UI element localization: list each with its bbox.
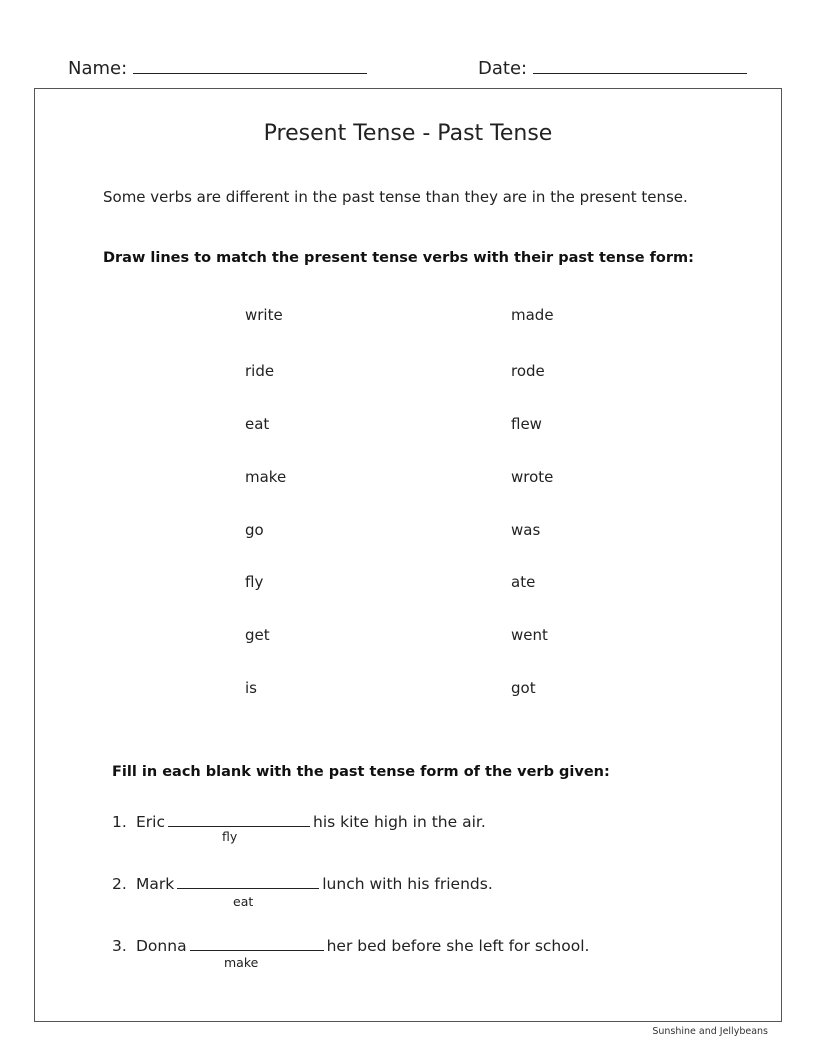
past-verb: wrote — [511, 468, 554, 486]
answer-blank[interactable] — [190, 936, 324, 951]
matching-instruction: Draw lines to match the present tense verbs with their past tense form: — [103, 250, 694, 266]
past-verb: flew — [511, 415, 542, 433]
sentence-end: her bed before she left for school. — [326, 937, 590, 955]
present-verb: eat — [245, 415, 270, 433]
date-field[interactable] — [478, 55, 747, 79]
fill-sentence-2 — [112, 874, 493, 893]
past-verb: made — [511, 306, 554, 324]
past-verb: ate — [511, 573, 536, 591]
past-verb: rode — [511, 362, 545, 380]
sentence-end: lunch with his friends. — [322, 875, 493, 893]
sentence-start: Mark — [136, 875, 175, 893]
sentence-start: Donna — [136, 937, 187, 955]
present-verb: write — [245, 306, 283, 324]
sentence-start: Eric — [136, 813, 165, 831]
date-line[interactable] — [533, 55, 747, 74]
verb-hint: make — [224, 955, 259, 970]
present-verb: is — [245, 679, 257, 697]
past-verb: was — [511, 521, 541, 539]
page-title: Present Tense - Past Tense — [263, 121, 553, 146]
past-verb: went — [511, 626, 548, 644]
fill-instruction: Fill in each blank with the past tense form of the verb given: — [112, 764, 610, 780]
item-number: 2. — [112, 875, 127, 893]
footer-credit: Sunshine and Jellybeans — [652, 1026, 768, 1037]
present-verb: go — [245, 521, 264, 539]
answer-blank[interactable] — [177, 874, 319, 889]
present-verb: make — [245, 468, 287, 486]
fill-sentence-1 — [112, 812, 486, 831]
name-field[interactable] — [68, 55, 367, 79]
intro-text: Some verbs are different in the past tense than they are in the present tense. — [103, 188, 688, 206]
verb-hint: fly — [222, 829, 238, 844]
sentence-end: his kite high in the air. — [313, 813, 486, 831]
past-verb: got — [511, 679, 536, 697]
item-number: 1. — [112, 813, 127, 831]
fill-sentence-3 — [112, 936, 589, 955]
verb-hint: eat — [233, 894, 254, 909]
answer-blank[interactable] — [168, 812, 310, 827]
item-number: 3. — [112, 937, 127, 955]
name-label: Name: — [68, 58, 128, 79]
present-verb: get — [245, 626, 270, 644]
present-verb: ride — [245, 362, 275, 380]
date-label: Date: — [478, 58, 528, 79]
present-verb: fly — [245, 573, 264, 591]
name-line[interactable] — [133, 55, 367, 74]
